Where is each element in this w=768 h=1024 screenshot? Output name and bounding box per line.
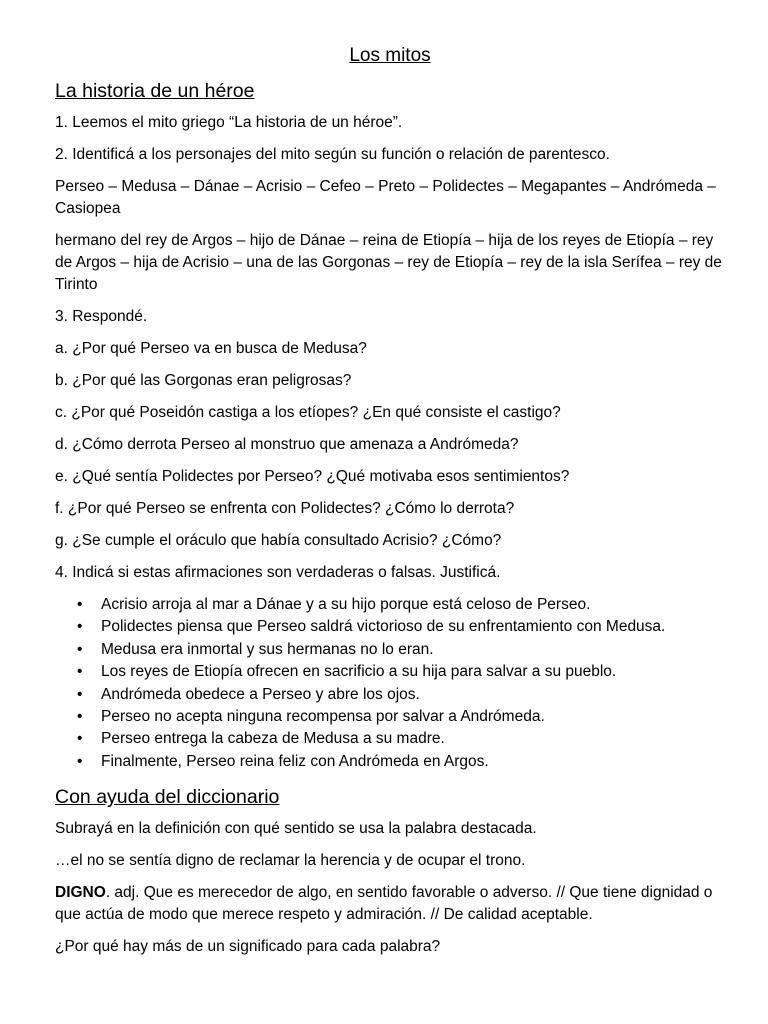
dictionary-definition <box>55 882 725 926</box>
bullet-icon: • <box>77 730 83 748</box>
dictionary-instruction: Subrayá en la definición con qué sentido se usa la palabra destacada. <box>55 820 537 838</box>
list-item <box>77 706 725 728</box>
bullet-icon: • <box>77 663 83 681</box>
question-d: d. ¿Cómo derrota Perseo al monstruo que amenaza a Andrómeda? <box>55 436 519 453</box>
section-heading-diccionario: Con ayuda del diccionario <box>55 786 280 809</box>
bullet-icon: • <box>77 640 83 658</box>
bullet-icon: • <box>77 685 83 703</box>
section-heading-historia: La historia de un héroe <box>55 80 255 102</box>
question-a: a. ¿Por qué Perseo va en busca de Medusa? <box>55 340 367 357</box>
instruction-3: 3. Respondé. <box>55 308 148 325</box>
definition-text: . adj. Que es merecedor de algo, en sentido favorable o adverso. // Que tiene dignidad o que actúa de modo que merece respeto y admiración. // De calidad aceptable. <box>55 884 713 924</box>
statement-text: Acrisio arroja al mar a Dánae y a su hijo porque está celoso de Perseo. <box>101 596 591 613</box>
question-e: e. ¿Qué sentía Polidectes por Perseo? ¿Qué motivaba esos sentimientos? <box>55 468 570 485</box>
bullet-icon: • <box>77 596 83 613</box>
closing-question: ¿Por qué hay más de un significado para cada palabra? <box>55 938 441 956</box>
bullet-icon: • <box>77 752 83 770</box>
instruction-4: 4. Indicá si estas afirmaciones son verdaderas o falsas. Justificá. <box>55 564 501 581</box>
bullet-icon: • <box>77 618 83 636</box>
list-item <box>77 684 725 706</box>
instruction-2: 2. Identificá a los personajes del mito según su función o relación de parentesco. <box>55 146 610 163</box>
document-page <box>55 43 725 968</box>
statement-text: Polidectes piensa que Perseo saldrá victorioso de su enfrentamiento con Medusa. <box>101 618 666 636</box>
instruction-1: 1. Leemos el mito griego “La historia de un héroe”. <box>55 114 403 131</box>
relation-list: hermano del rey de Argos – hijo de Dánae – reina de Etiopía – hija de los reyes de Etiopía – rey de Argos – hija de Acrisio – una de las Gorgonas – rey de Etiopía – rey de la isla Serífea – rey de Tirinto <box>55 232 722 293</box>
list-item <box>77 639 725 661</box>
character-list: Perseo – Medusa – Dánae – Acrisio – Cefeo – Preto – Polidectes – Megapantes – Andrómeda – Casiopea <box>55 178 716 217</box>
list-item <box>77 616 725 638</box>
question-c: c. ¿Por qué Poseidón castiga a los etíopes? ¿En qué consiste el castigo? <box>55 404 561 421</box>
list-item <box>77 661 725 683</box>
bullet-icon: • <box>77 708 83 726</box>
definition-term: DIGNO <box>55 884 106 902</box>
question-b: b. ¿Por qué las Gorgonas eran peligrosas? <box>55 372 352 389</box>
statement-text: Finalmente, Perseo reina feliz con Andrómeda en Argos. <box>101 752 489 770</box>
statement-text: Perseo entrega la cabeza de Medusa a su madre. <box>101 730 445 748</box>
statement-list <box>55 594 725 773</box>
statement-text: Los reyes de Etiopía ofrecen en sacrificio a su hija para salvar a su pueblo. <box>101 663 617 681</box>
document-title: Los mitos <box>349 45 431 66</box>
statement-text: Andrómeda obedece a Perseo y abre los ojos. <box>101 685 420 703</box>
list-item <box>77 751 725 773</box>
question-g: g. ¿Se cumple el oráculo que había consultado Acrisio? ¿Cómo? <box>55 532 502 549</box>
list-item <box>77 728 725 750</box>
list-item <box>77 594 725 616</box>
example-sentence: …el no se sentía digno de reclamar la herencia y de ocupar el trono. <box>55 852 526 870</box>
statement-text: Perseo no acepta ninguna recompensa por salvar a Andrómeda. <box>101 708 545 726</box>
question-f: f. ¿Por qué Perseo se enfrenta con Polidectes? ¿Cómo lo derrota? <box>55 500 515 517</box>
statement-text: Medusa era inmortal y sus hermanas no lo eran. <box>101 640 434 658</box>
